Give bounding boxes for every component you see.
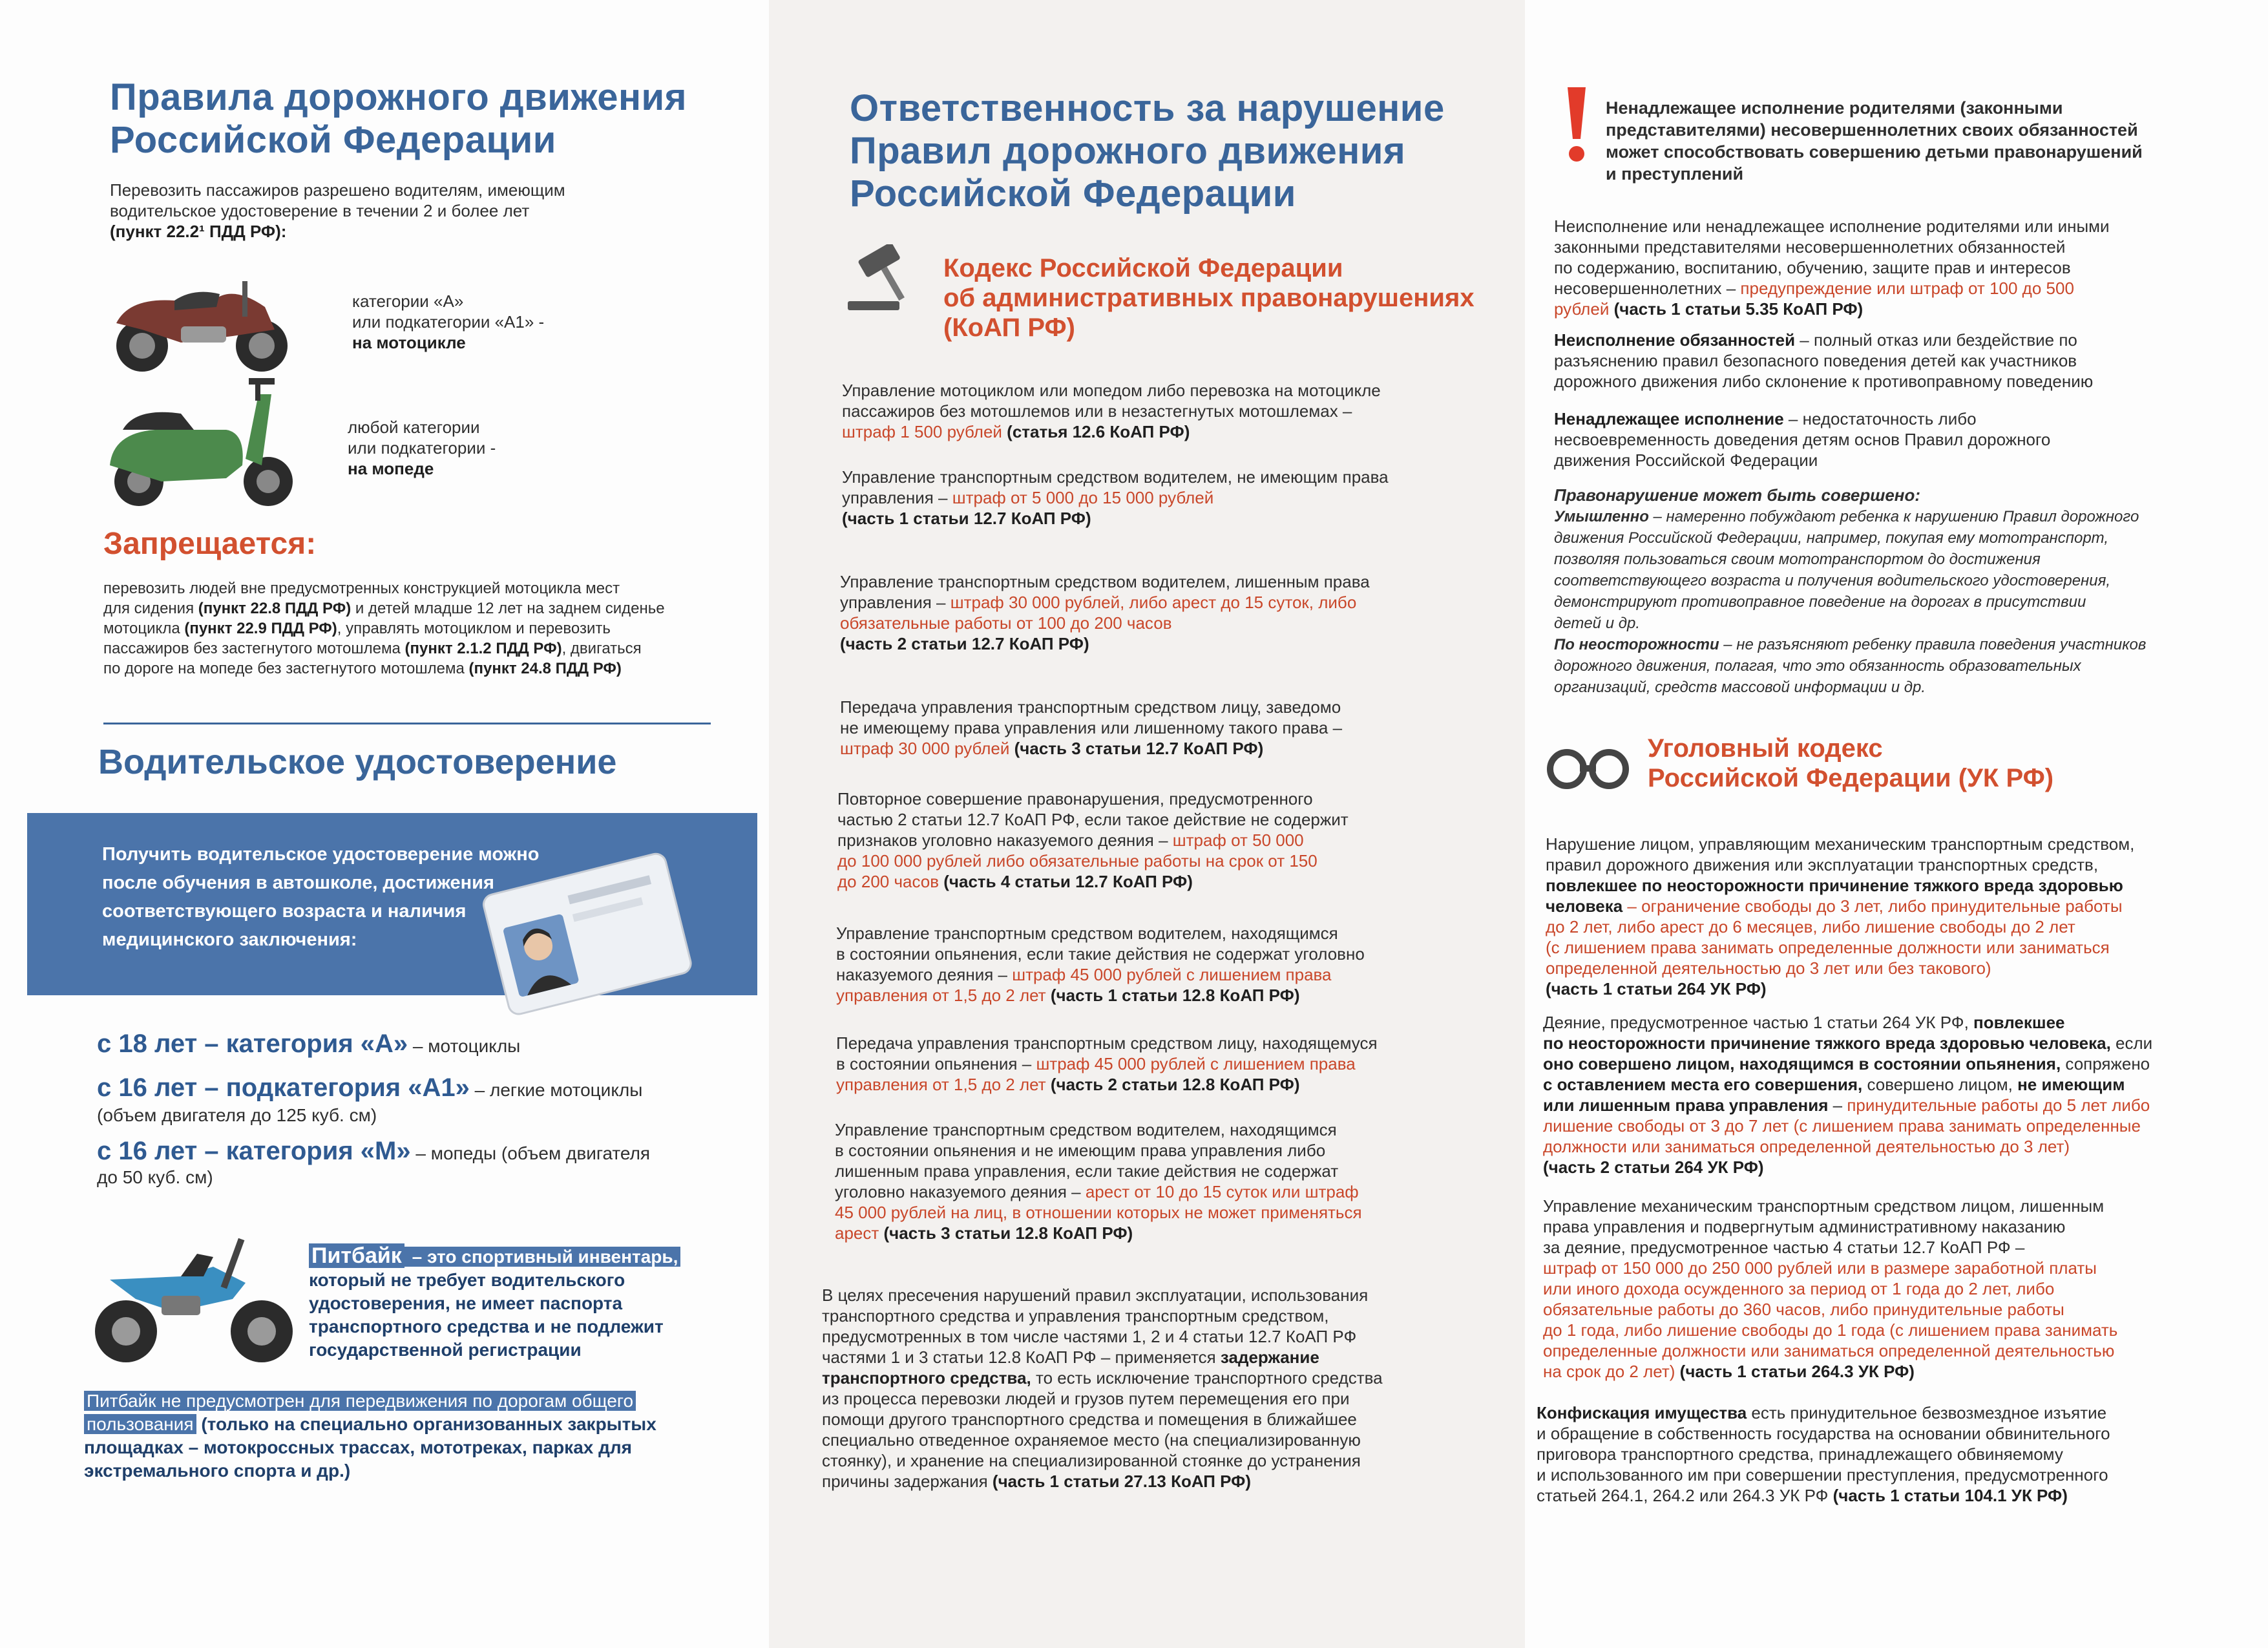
fine-item: Управление мотоциклом или мопедом либо перевозка на мотоцикле пассажиров без мотошлемов или в незастегнутых мотошлемах – штраф 1 500 рублей (статья 12.6 КоАП РФ) (842, 381, 1381, 441)
scooter-icon (97, 368, 304, 514)
fine-item: Передача управления транспортным средством лицу, заведомо не имеющему права управления или лишенному такого права – штраф 30 000 рублей (часть 3 статьи 12.7 КоАП РФ) (840, 697, 1343, 758)
fine-item: Управление транспортным средством водителем, не имеющим права управления – штраф от 5 000 до 15 000 рублей (часть 1 статьи 12.7 КоАП РФ) (842, 467, 1389, 528)
fine-item: Управление транспортным средством водителем, лишенным права управления – штраф 30 000 рублей, либо арест до 15 суток, либо обязательные работы от 100 до 200 часов (часть 2 статьи 12.7 КоАП РФ) (840, 572, 1370, 653)
license-heading: Водительское удостоверение (98, 743, 617, 781)
fine-item: Передача управления транспортным средством лицу, находящемуся в состоянии опьянения – штраф 45 000 рублей с лишением права управления от 1,5 до 2 лет (часть 2 статьи 12.8 КоАП РФ) (836, 1033, 1378, 1094)
pitbike-text: Питбайк – это спортивный инвентарь, который не требует водительского удостоверения, не имеет паспорта транспортного средства и не подлежит государственной регистрации (309, 1244, 748, 1362)
left-panel (0, 0, 769, 1648)
moped-caption: любой категории или подкатегории - на мопеде (348, 417, 496, 478)
middle-panel (769, 0, 1525, 1648)
uk-item: Деяние, предусмотренное частью 1 статьи 264 УК РФ, повлекшее по неосторожности причинение тяжкого вреда здоровью человека, если оно совершено лицом, находящимся в состоянии опьянения, сопряжено с оставлением места его совершения, совершено лицом, не имеющим или лишенным права управления – принудительные работы до 5 лет либо лишение свободы от 3 до 7 лет (с лишением права занимать определенные должности или заниматься определенной деятельностью до 3 лет) (часть 2 статьи 264 УК РФ) (1543, 1013, 2153, 1177)
improper-fulfillment-text: Ненадлежащее исполнение – недостаточность либо несвоевременность доведения детям основ Правил дорожного движения Российской Федерации (1554, 409, 2051, 470)
page-title: Правила дорожного движения Российской Федерации (110, 76, 688, 161)
age-category-m: с 16 лет – категория «М» – мопеды (объем двигателя (97, 1137, 651, 1165)
license-info-text: Получить водительское удостоверение можно после обучения в автошколе, достижения соответствующего возраста и наличия медицинского заключения: (102, 844, 540, 950)
gavel-icon (841, 244, 925, 315)
uk-item: Нарушение лицом, управляющим механическим транспортным средством, правил дорожного движения или эксплуатации транспортных средств, повлекшее по неосторожности причинение тяжкого вреда здоровью человека – ограничение свободы до 3 лет, либо принудительные работы до 2 лет, либо арест до 6 месяцев, либо лишение свободы до 2 лет (с лишением права занимать определенные должности или заниматься определенной деятельностью до 3 лет или без такового) (часть 1 статьи 264 УК РФ) (1546, 834, 2135, 998)
confiscation-text: Конфискация имущества есть принудительное безвозмездное изъятие и обращение в собственность государства на основании обвинительного приговора транспортного средства, принадлежащего обвиняемому и использованного им при совершении преступления, предусмотренного статьей 264.1, 264.2 или 264.3 УК РФ (часть 1 статьи 104.1 УК РФ) (1537, 1403, 2110, 1505)
intro-text: Перевозить пассажиров разрешено водителям, имеющим водительское удостоверение в течении 2 и более лет (пункт 22.2¹ ПДД РФ): (110, 180, 565, 241)
pitbike-usage-text: Питбайк не предусмотрен для передвижения по дорогам общего пользования (только на специально организованных закрытых площадках – мотокроссных трассах, мототреках, парках для экстремального спорта и др.) (84, 1391, 656, 1481)
warning-text: Ненадлежащее исполнение родителями (законными представителями) несовершеннолетних своих обязанностей может способствовать совершению детьми правонарушений и преступлений (1606, 98, 2143, 184)
responsibility-title: Ответственность за нарушение Правил дорожного движения Российской Федерации (850, 87, 1445, 215)
exclamation-icon (1564, 84, 1590, 165)
koap-heading: Кодекс Российской Федерации об административных правонарушениях (КоАП РФ) (943, 254, 1475, 342)
non-fulfillment-text: Неисполнение обязанностей – полный отказ или бездействие по разъяснению правил безопасного поведения детей как участников дорожного движения либо склонение к противоправному поведению (1554, 330, 2094, 391)
offense-types-text: Правонарушение может быть совершено: Умышленно – намеренно побуждают ребенка к нарушению Правил дорожного движения Российской Федерации, например, покупая ему мототранспорт, позволяя пользоваться своим мототранспортом до достижения соответствующего возраста и получения водительского удостоверения, демонстрируют противоправное поведение на дорогах в присутствии детей и др. По неосторожности – не разъясняют ребенку правила поведения участников дорожного движения, полагая, что это обязанность образовательных организаций, средств массовой информации и др. (1554, 485, 2147, 696)
forbidden-heading: Запрещается: (103, 527, 317, 561)
age-category-a: с 18 лет – категория «А» – мотоциклы (97, 1030, 521, 1058)
detention-item: В целях пресечения нарушений правил эксплуатации, использования транспортного средства и управления транспортным средством, предусмотренных в том числе частями 1, 2 и 4 статьи 12.7 КоАП РФ частями 1 и 3 статьи 12.8 КоАП РФ – применяется задержание транспортного средства, то есть исключение транспортного средства из процесса перевозки людей и грузов путем перемещения его при помощи другого транспортного средства и помещения в ближайшее специально отведенное охраняемое место (на специализированную стоянку), и хранение на специализированной стоянке до устранения причины задержания (часть 1 статьи 27.13 КоАП РФ) (822, 1285, 1383, 1491)
uk-item: Управление механическим транспортным средством лицом, лишенным права управления и подвергнутым административному наказанию за деяние, предусмотренное частью 4 статьи 12.7 КоАП РФ – штраф от 150 000 до 250 000 рублей или в размере заработной платы или иного дохода осужденного за период от 1 года до 2 лет, либо обязательные работы до 360 часов, либо принудительные работы до 1 года, либо лишение свободы до 1 года (с лишением права занимать определенные должности или заниматься определенной деятельностью на срок до 2 лет) (часть 1 статьи 264.3 УК РФ) (1543, 1196, 2118, 1381)
motorcycle-icon (103, 271, 297, 378)
fine-item: Повторное совершение правонарушения, предусмотренного частью 2 статьи 12.7 КоАП РФ, если такое действие не содержит признаков уголовно наказуемого деяния – штраф от 50 000 до 100 000 рублей либо обязательные работы на срок от 150 до 200 часов (часть 4 статьи 12.7 КоАП РФ) (837, 789, 1349, 891)
age-category-a1: с 16 лет – подкатегория «А1» – легкие мотоциклы (97, 1073, 643, 1102)
age-category-a1-note: (объем двигателя до 125 куб. см) (97, 1105, 377, 1125)
right-panel (1525, 0, 2268, 1648)
handcuffs-icon (1544, 742, 1632, 794)
forbidden-text: перевозить людей вне предусмотренных конструкцией мотоцикла мест для сидения (пункт 22.8 ПДД РФ) и детей младше 12 лет на заднем сиденье мотоцикла (пункт 22.9 ПДД РФ), управлять мотоциклом и перевозить пассажиров без застегнутого мотошлема (пункт 2.1.2 ПДД РФ), двигаться по дороге на мопеде без застегнутого мотошлема (пункт 24.8 ПДД РФ) (103, 580, 665, 677)
fine-item: Управление транспортным средством водителем, находящимся в состоянии опьянения, если такие действия не содержат уголовно наказуемого деяния – штраф 45 000 рублей с лишением права управления от 1,5 до 2 лет (часть 1 статьи 12.8 КоАП РФ) (836, 924, 1365, 1005)
uk-heading: Уголовный кодекс Российской Федерации (УК РФ) (1648, 734, 2054, 792)
fine-item: Управление транспортным средством водителем, находящимся в состоянии опьянения и не имеющим права управления либо лишенным права управления, если такие действия не содержат уголовно наказуемого деяния – арест от 10 до 15 суток или штраф 45 000 рублей на лиц, в отношении которых не может применяться арест (часть 3 статьи 12.8 КоАП РФ) (835, 1120, 1362, 1243)
motorcycle-caption: категории «А» или подкатегории «А1» - на мотоцикле (352, 291, 545, 352)
section-divider (103, 723, 711, 724)
license-card-icon (481, 847, 695, 1028)
pitbike-icon (84, 1221, 304, 1370)
parents-duty-text: Неисполнение или ненадлежащее исполнение родителями или иными законными представителями несовершеннолетних обязанностей по содержанию, воспитанию, обучению, защите прав и интересов несовершеннолетних – предупреждение или штраф от 100 до 500 рублей (часть 1 статьи 5.35 КоАП РФ) (1554, 217, 2110, 319)
age-category-m-note: до 50 куб. см) (97, 1167, 213, 1187)
